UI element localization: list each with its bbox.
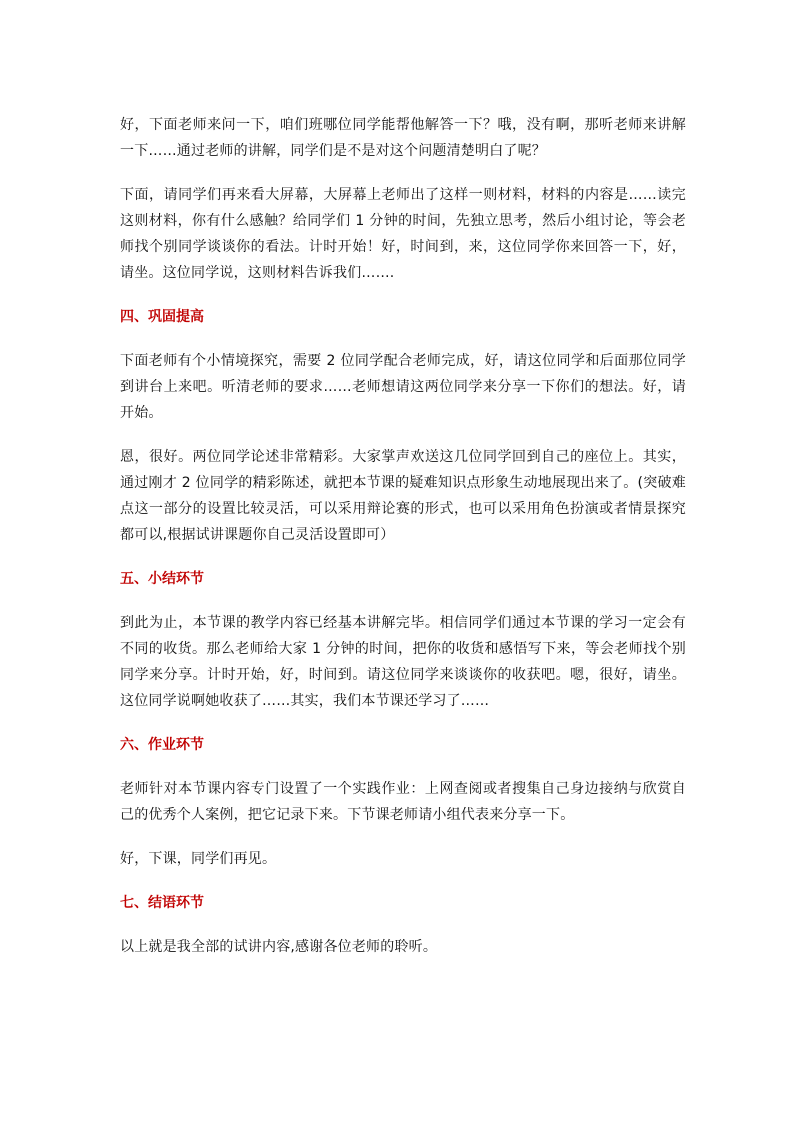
document-body bbox=[120, 112, 686, 978]
section-heading-consolidate: 四、巩固提高 bbox=[120, 309, 204, 325]
paragraph-intro-question: 好，下面老师来问一下，咱们班哪位同学能帮他解答一下？哦，没有啊，那听老师来讲解一下……通过老师的讲解，同学们是不是对这个问题清楚明白了呢？ bbox=[120, 117, 686, 159]
section-heading-conclusion: 七、结语环节 bbox=[120, 895, 204, 911]
paragraph-dismissal: 好，下课，同学们再见。 bbox=[120, 851, 277, 867]
section-heading-summary: 五、小结环节 bbox=[120, 571, 204, 587]
section-heading-homework: 六、作业环节 bbox=[120, 737, 204, 753]
paragraph-homework: 老师针对本节课内容专门设置了一个实践作业：上网查阅或者搜集自己身边接纳与欣赏自己的优秀个人案例，把它记录下来。下节课老师请小组代表来分享一下。 bbox=[120, 781, 686, 823]
paragraph-situation-inquiry: 下面老师有个小情境探究，需要 2 位同学配合老师完成，好，请这位同学和后面那位同学到讲台上来吧。听清老师的要求……老师想请这两位同学来分享一下你们的想法。好，请开始。 bbox=[120, 353, 686, 421]
paragraph-summary: 到此为止，本节课的教学内容已经基本讲解完毕。相信同学们通过本节课的学习一定会有不同的收货。那么老师给大家 1 分钟的时间，把你的收货和感悟写下来，等会老师找个别同学来分享。计时开始，好，时间到。请这位同学来谈谈你的收获吧。嗯，很好，请坐。这位同学说啊她收获了……其实，我们本节课还学习了…… bbox=[120, 615, 686, 709]
paragraph-student-presentation: 恩，很好。两位同学论述非常精彩。大家掌声欢送这几位同学回到自己的座位上。其实，通过刚才 2 位同学的精彩陈述，就把本节课的疑难知识点形象生动地展现出来了。(突破难点这一部分的设置比较灵活，可以采用辩论赛的形式，也可以采用角色扮演或者情景探究都可以,根据试讲课题你自己灵活设置即可） bbox=[120, 449, 686, 543]
paragraph-material-discussion: 下面，请同学们再来看大屏幕，大屏幕上老师出了这样一则材料，材料的内容是……读完这则材料，你有什么感触？给同学们 1 分钟的时间，先独立思考，然后小组讨论，等会老师找个别同学谈谈你的看法。计时开始！好，时间到，来，这位同学你来回答一下，好，请坐。这位同学说，这则材料告诉我们……. bbox=[120, 187, 686, 281]
paragraph-closing: 以上就是我全部的试讲内容,感谢各位老师的聆听。 bbox=[120, 939, 438, 955]
